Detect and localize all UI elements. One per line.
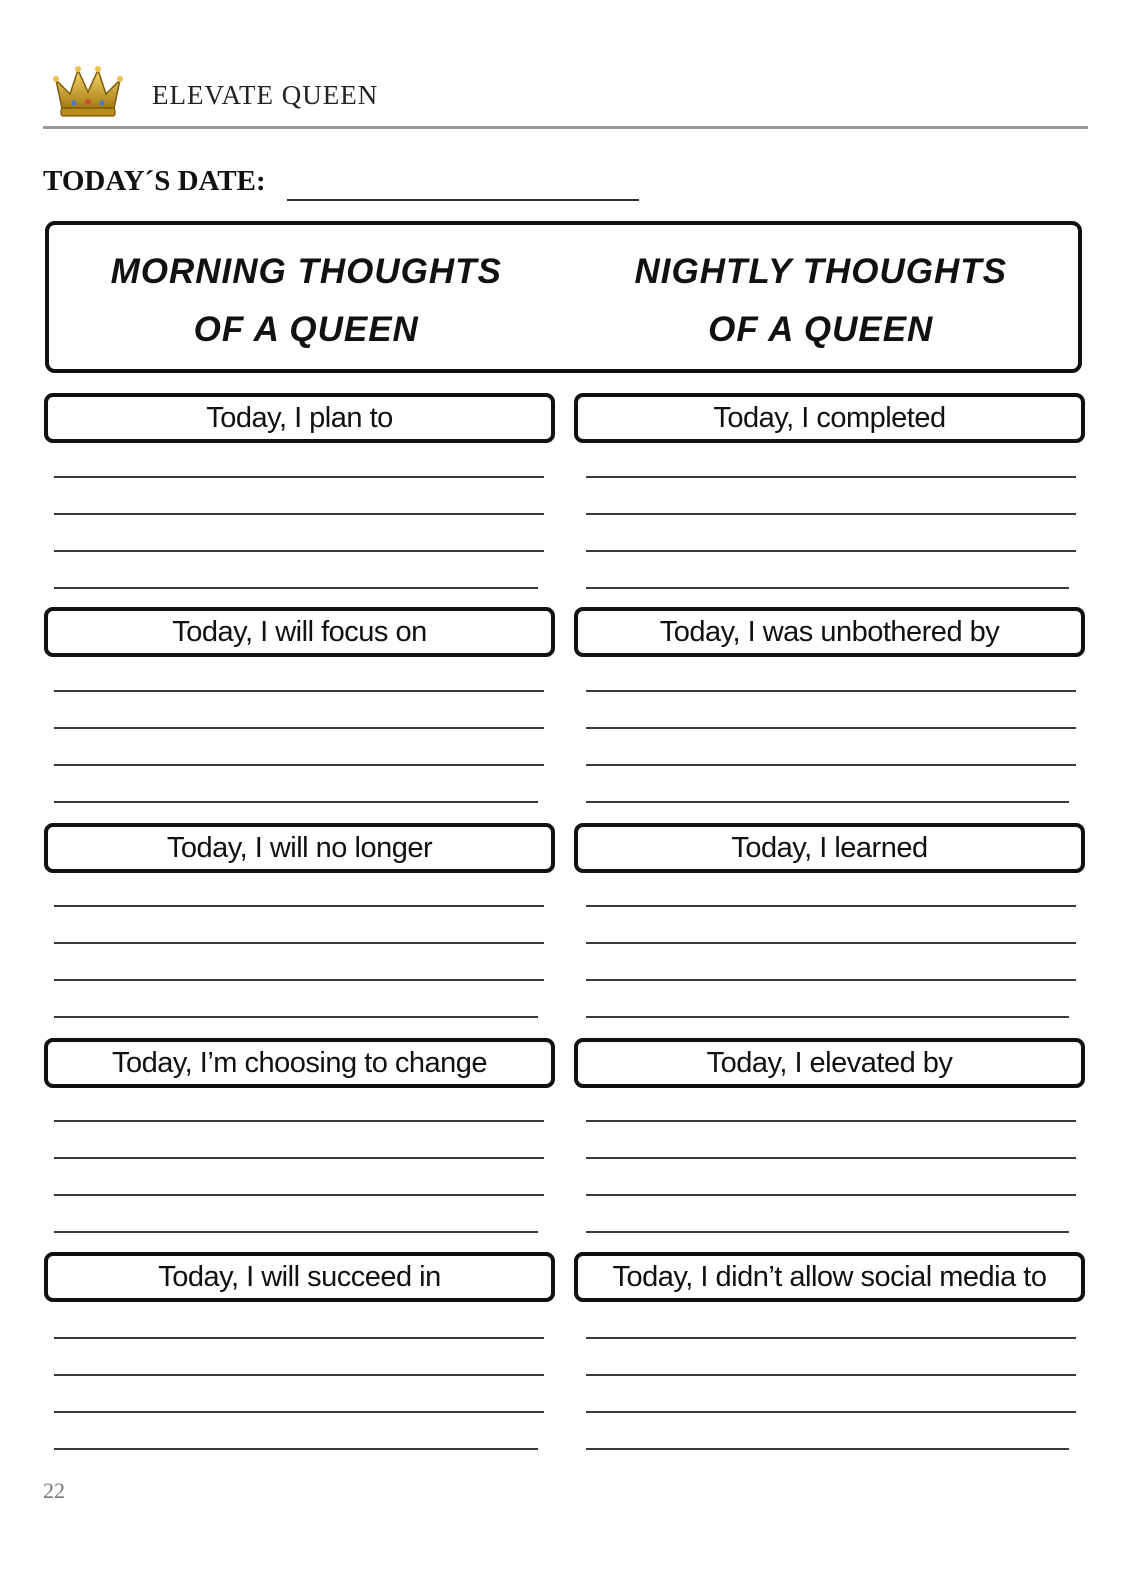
- writing-line[interactable]: [586, 1016, 1069, 1018]
- writing-line[interactable]: [586, 476, 1076, 478]
- writing-line[interactable]: [586, 764, 1076, 766]
- writing-line[interactable]: [54, 513, 544, 515]
- morning-title-line-1: MORNING THOUGHTS: [110, 252, 502, 291]
- writing-line[interactable]: [586, 1120, 1076, 1122]
- writing-line[interactable]: [54, 1337, 544, 1339]
- writing-line[interactable]: [54, 727, 544, 729]
- writing-line[interactable]: [54, 690, 544, 692]
- nightly-prompt-1: Today, I completed: [574, 393, 1085, 443]
- nightly-title-line-2: OF A QUEEN: [708, 310, 934, 349]
- title-box: [45, 221, 1082, 373]
- writing-line[interactable]: [586, 1157, 1076, 1159]
- writing-line[interactable]: [586, 1194, 1076, 1196]
- writing-line[interactable]: [54, 1120, 544, 1122]
- nightly-prompt-3: Today, I learned: [574, 823, 1085, 873]
- writing-line[interactable]: [586, 905, 1076, 907]
- writing-line[interactable]: [54, 1374, 544, 1376]
- writing-line[interactable]: [54, 764, 544, 766]
- writing-line[interactable]: [586, 550, 1076, 552]
- writing-line[interactable]: [54, 587, 538, 589]
- writing-line[interactable]: [54, 1016, 538, 1018]
- nightly-title: [564, 243, 1079, 359]
- morning-prompt-5: Today, I will succeed in: [44, 1252, 555, 1302]
- brand-name: ELEVATE QUEEN: [152, 80, 379, 110]
- writing-line[interactable]: [586, 979, 1076, 981]
- writing-line[interactable]: [586, 1374, 1076, 1376]
- crown-icon: [52, 64, 124, 120]
- morning-prompt-4: Today, I’m choosing to change: [44, 1038, 555, 1088]
- morning-prompt-3: Today, I will no longer: [44, 823, 555, 873]
- writing-line[interactable]: [586, 1337, 1076, 1339]
- morning-title-line-2: OF A QUEEN: [193, 310, 419, 349]
- writing-line[interactable]: [54, 905, 544, 907]
- writing-line[interactable]: [54, 1194, 544, 1196]
- writing-line[interactable]: [586, 513, 1076, 515]
- nightly-prompt-5: Today, I didn’t allow social media to: [574, 1252, 1085, 1302]
- nightly-prompt-2: Today, I was unbothered by: [574, 607, 1085, 657]
- morning-title: [49, 243, 564, 359]
- nightly-prompt-4: Today, I elevated by: [574, 1038, 1085, 1088]
- page-number: 22: [43, 1478, 65, 1503]
- writing-line[interactable]: [586, 727, 1076, 729]
- writing-line[interactable]: [54, 1411, 544, 1413]
- writing-line[interactable]: [586, 801, 1069, 803]
- writing-line[interactable]: [586, 942, 1076, 944]
- writing-line[interactable]: [54, 476, 544, 478]
- writing-line[interactable]: [54, 550, 544, 552]
- page-header: [52, 60, 1102, 120]
- writing-line[interactable]: [586, 1411, 1076, 1413]
- writing-line[interactable]: [586, 690, 1076, 692]
- writing-line[interactable]: [586, 587, 1069, 589]
- nightly-title-line-1: NIGHTLY THOUGHTS: [634, 252, 1007, 291]
- morning-prompt-2: Today, I will focus on: [44, 607, 555, 657]
- writing-line[interactable]: [54, 942, 544, 944]
- date-label: TODAY´S DATE:: [43, 165, 266, 197]
- header-divider: [43, 126, 1088, 129]
- writing-line[interactable]: [54, 801, 538, 803]
- morning-prompt-1: Today, I plan to: [44, 393, 555, 443]
- writing-line[interactable]: [54, 1448, 538, 1450]
- writing-line[interactable]: [54, 979, 544, 981]
- date-input-line[interactable]: [287, 199, 639, 201]
- writing-line[interactable]: [54, 1157, 544, 1159]
- writing-line[interactable]: [586, 1448, 1069, 1450]
- writing-line[interactable]: [54, 1231, 538, 1233]
- writing-line[interactable]: [586, 1231, 1069, 1233]
